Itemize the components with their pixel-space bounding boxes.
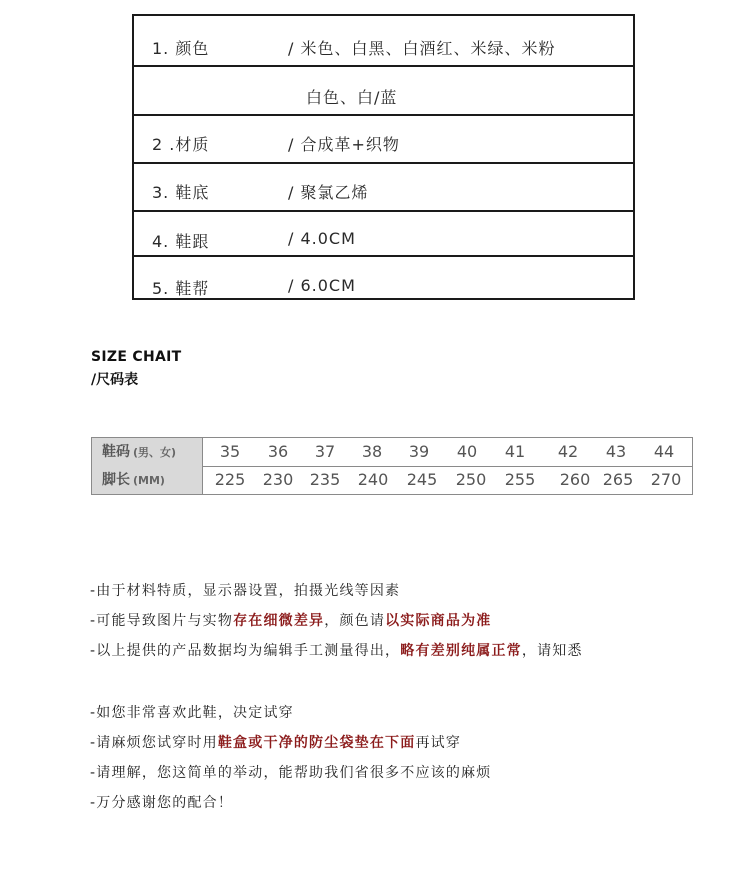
- length-header-label: 脚长: [102, 472, 130, 488]
- size-cell: 37: [314, 442, 336, 461]
- note-thanks: [90, 792, 233, 812]
- size-cell: 44: [653, 442, 675, 461]
- size-cell: 42: [557, 442, 579, 461]
- note-text: 再试穿: [415, 735, 462, 751]
- size-cell: 35: [219, 442, 241, 461]
- length-cell: 260: [559, 470, 591, 489]
- spec-row-sole: [134, 164, 633, 212]
- size-header-sub: (男、女): [133, 446, 177, 459]
- size-header-label: 鞋码: [102, 444, 130, 460]
- note-text: -以上提供的产品数据均为编辑手工测量得出，: [90, 643, 401, 659]
- size-cell: 36: [267, 442, 289, 461]
- size-cell: 39: [408, 442, 430, 461]
- size-chart-title-cn: /尺码表: [91, 372, 139, 388]
- size-table: [91, 437, 693, 495]
- note-text: ，颜色请: [324, 613, 386, 629]
- note-text: -如您非常喜欢此鞋，决定试穿: [90, 705, 294, 721]
- length-cell: 225: [214, 470, 246, 489]
- size-cell: 38: [361, 442, 383, 461]
- spec-table: [132, 14, 635, 300]
- length-cell: 235: [309, 470, 341, 489]
- length-cell: 240: [357, 470, 389, 489]
- note-text: -请理解，您这简单的举动，能帮助我们省很多不应该的麻烦: [90, 765, 492, 781]
- spec-row-heel: [134, 212, 633, 257]
- spec-label-heel: 4. 鞋跟: [152, 232, 210, 251]
- spec-label-sole: 3. 鞋底: [152, 183, 210, 202]
- length-cell: 255: [504, 470, 536, 489]
- note-text: -由于材料特质，显示器设置，拍摄光线等因素: [90, 583, 401, 599]
- length-header-sub: (MM): [133, 474, 165, 487]
- length-cell: 265: [602, 470, 634, 489]
- note-highlight: 鞋盒或干净的防尘袋垫在下面: [217, 735, 416, 751]
- size-cell: 41: [504, 442, 526, 461]
- size-cell: 40: [456, 442, 478, 461]
- note-shoebox: [90, 732, 461, 752]
- spec-value-color: / 米色、白黑、白酒红、米绿、米粉: [288, 39, 556, 58]
- length-cell: 245: [406, 470, 438, 489]
- note-highlight: 略有差别纯属正常: [400, 643, 522, 659]
- spec-row-material: [134, 116, 633, 164]
- spec-value-material: / 合成革+织物: [288, 135, 400, 154]
- length-cell: 270: [650, 470, 682, 489]
- note-understanding: [90, 762, 491, 782]
- note-highlight: 存在细微差异: [233, 613, 325, 629]
- note-text: -万分感谢您的配合！: [90, 795, 234, 811]
- note-text: ，请知悉: [521, 643, 583, 659]
- length-cell: 250: [455, 470, 487, 489]
- spec-value-upper: / 6.0CM: [288, 276, 356, 295]
- note-color-difference: [90, 610, 491, 630]
- spec-value-color-cont: 白色、白/蓝: [306, 88, 398, 107]
- spec-row-color-cont: [134, 67, 633, 116]
- spec-label-upper: 5. 鞋帮: [152, 279, 210, 298]
- length-cell: 230: [262, 470, 294, 489]
- spec-label-material: 2 .材质: [152, 135, 210, 154]
- size-chart-title-en: SIZE CHAIT: [91, 349, 182, 365]
- spec-value-heel: / 4.0CM: [288, 229, 356, 248]
- size-row-header-shoe-size: [92, 438, 203, 466]
- spec-row-color: [134, 16, 633, 67]
- note-measurement: [90, 640, 583, 660]
- spec-label-color: 1. 颜色: [152, 39, 210, 58]
- spec-row-upper: [134, 257, 633, 300]
- size-row-foot-length: [92, 466, 692, 494]
- size-cell: 43: [605, 442, 627, 461]
- note-highlight: 以实际商品为准: [385, 613, 492, 629]
- note-material-lighting: [90, 580, 400, 600]
- note-try-on: [90, 702, 294, 722]
- note-text: -可能导致图片与实物: [90, 613, 234, 629]
- size-row-shoe-size: [92, 438, 692, 467]
- spec-value-sole: / 聚氯乙烯: [288, 183, 369, 202]
- size-row-header-foot-length: [92, 466, 203, 494]
- note-text: -请麻烦您试穿时用: [90, 735, 218, 751]
